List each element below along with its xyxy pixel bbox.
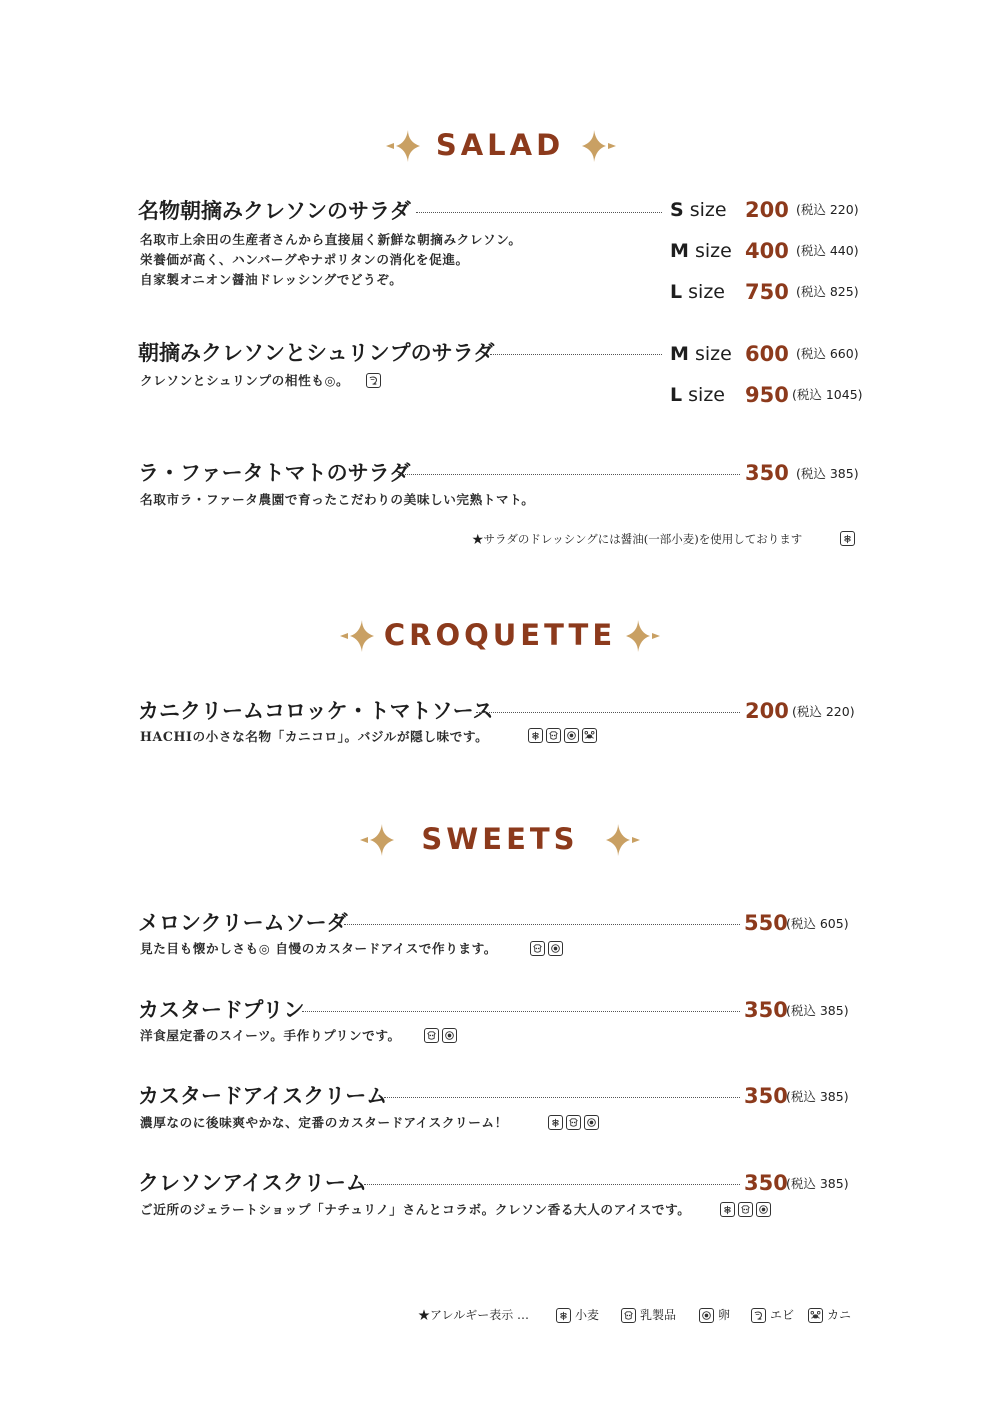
dairy-icon — [566, 1115, 581, 1130]
shrimp-icon — [366, 373, 381, 388]
leader-dots — [476, 712, 740, 713]
price: 200 — [745, 699, 789, 723]
allergen-icons — [530, 941, 563, 956]
size-label: M size — [670, 343, 732, 365]
egg-icon — [699, 1308, 714, 1323]
item-description: 栄養価が高く、ハンバーグやナポリタンの消化を促進。 — [140, 252, 469, 267]
allergen-icons — [528, 728, 597, 743]
shrimp-icon — [751, 1308, 766, 1323]
price: 350 — [745, 461, 789, 485]
leader-dots — [344, 924, 740, 925]
price: 950 — [745, 383, 789, 407]
item-description: 濃厚なのに後味爽やかな、定番のカスタードアイスクリーム！ — [140, 1115, 508, 1130]
tax-price: (税込 385) — [786, 1089, 849, 1104]
item-name: カスタードプリン — [138, 997, 305, 1022]
item-description: 自家製オニオン醤油ドレッシングでどうぞ。 — [140, 272, 403, 287]
item-name: メロンクリームソーダ — [138, 910, 348, 935]
size-label: L size — [670, 384, 725, 406]
tax-price: (税込 385) — [786, 1003, 849, 1018]
leader-dots — [302, 1011, 740, 1012]
item-description: HACHIの小さな名物「カニコロ」。バジルが隠し味です。 — [140, 729, 489, 744]
dairy-icon — [424, 1028, 439, 1043]
item-description: 見た目も懐かしさも◎ 自慢のカスタードアイスで作ります。 — [140, 941, 497, 956]
egg-icon — [442, 1028, 457, 1043]
tax-price: (税込 825) — [796, 284, 859, 299]
price: 600 — [745, 342, 789, 366]
tax-price: (税込 605) — [786, 916, 849, 931]
size-label: L size — [670, 281, 725, 303]
section-header-salad — [0, 128, 1000, 188]
legend-text: エビ — [770, 1308, 795, 1322]
section-title: SALAD — [435, 128, 565, 162]
legend-item-wheat — [556, 1306, 599, 1324]
tax-price: (税込 660) — [796, 346, 859, 361]
dairy-icon — [530, 941, 545, 956]
legend-item-crab — [808, 1306, 851, 1324]
egg-icon — [756, 1202, 771, 1217]
tax-price: (税込 220) — [792, 704, 855, 719]
item-name: カスタードアイスクリーム — [138, 1083, 388, 1108]
section-title: SWEETS — [421, 822, 579, 856]
price: 750 — [745, 280, 789, 304]
leader-dots — [398, 474, 740, 475]
allergen-legend — [0, 1306, 1000, 1326]
item-description: 名取市上余田の生産者さんから直接届く新鮮な朝摘みクレソン。 — [140, 232, 522, 247]
allergen-icons — [840, 531, 855, 546]
leader-dots — [364, 1184, 740, 1185]
legend-text: 卵 — [718, 1308, 731, 1322]
legend-text: 小麦 — [575, 1308, 600, 1322]
item-name: クレソンアイスクリーム — [138, 1170, 367, 1195]
crab-icon — [582, 728, 597, 743]
dairy-icon — [621, 1308, 636, 1323]
dairy-icon — [738, 1202, 753, 1217]
item-description: 洋食屋定番のスイーツ。手作りプリンです。 — [140, 1028, 401, 1043]
wheat-icon — [720, 1202, 735, 1217]
price: 200 — [745, 198, 789, 222]
tax-price: (税込 440) — [796, 243, 859, 258]
leader-dots — [416, 212, 662, 213]
legend-text: 乳製品 — [640, 1308, 677, 1322]
item-description: クレソンとシュリンプの相性も◎。 — [140, 373, 350, 388]
size-label: M size — [670, 240, 732, 262]
wheat-icon — [840, 531, 855, 546]
legend-item-egg — [699, 1306, 730, 1324]
wheat-icon — [548, 1115, 563, 1130]
price: 550 — [744, 911, 788, 935]
allergen-icons — [366, 373, 381, 388]
legend-text: カニ — [827, 1308, 852, 1322]
item-name: カニクリームコロッケ・トマトソース — [138, 698, 494, 723]
tax-price: (税込 385) — [796, 466, 859, 481]
legend-label: ★アレルギー表示 … — [418, 1308, 530, 1322]
dressing-note: ★サラダのドレッシングには醤油(一部小麦)を使用しております — [472, 532, 803, 546]
size-label: S size — [670, 199, 727, 221]
tax-price: (税込 385) — [786, 1176, 849, 1191]
price: 350 — [744, 1171, 788, 1195]
ornament-right-icon — [604, 820, 642, 860]
legend-item-shrimp — [751, 1306, 794, 1324]
ornament-right-icon — [580, 126, 618, 166]
wheat-icon — [556, 1308, 571, 1323]
section-title: CROQUETTE — [383, 618, 617, 652]
item-name: ラ・ファータトマトのサラダ — [138, 460, 411, 485]
allergen-icons — [424, 1028, 457, 1043]
dairy-icon — [546, 728, 561, 743]
item-name: 名物朝摘みクレソンのサラダ — [138, 198, 411, 223]
item-name: 朝摘みクレソンとシュリンプのサラダ — [138, 340, 495, 365]
egg-icon — [564, 728, 579, 743]
price: 350 — [744, 1084, 788, 1108]
allergen-icons — [720, 1202, 771, 1217]
legend-item-dairy — [621, 1306, 676, 1324]
price: 400 — [745, 239, 789, 263]
section-header-sweets — [0, 822, 1000, 882]
tax-price: (税込 1045) — [792, 387, 863, 402]
ornament-right-icon — [624, 616, 662, 656]
item-description: ご近所のジェラートショップ「ナチュリノ」さんとコラボ。クレソン香る大人のアイスです。 — [140, 1202, 691, 1217]
section-header-croquette — [0, 618, 1000, 678]
egg-icon — [548, 941, 563, 956]
egg-icon — [584, 1115, 599, 1130]
wheat-icon — [528, 728, 543, 743]
item-description: 名取市ラ・ファータ農園で育ったこだわりの美味しい完熟トマト。 — [140, 492, 535, 507]
price: 350 — [744, 998, 788, 1022]
allergen-icons — [548, 1115, 599, 1130]
tax-price: (税込 220) — [796, 202, 859, 217]
leader-dots — [384, 1097, 740, 1098]
crab-icon — [808, 1308, 823, 1323]
leader-dots — [490, 354, 662, 355]
